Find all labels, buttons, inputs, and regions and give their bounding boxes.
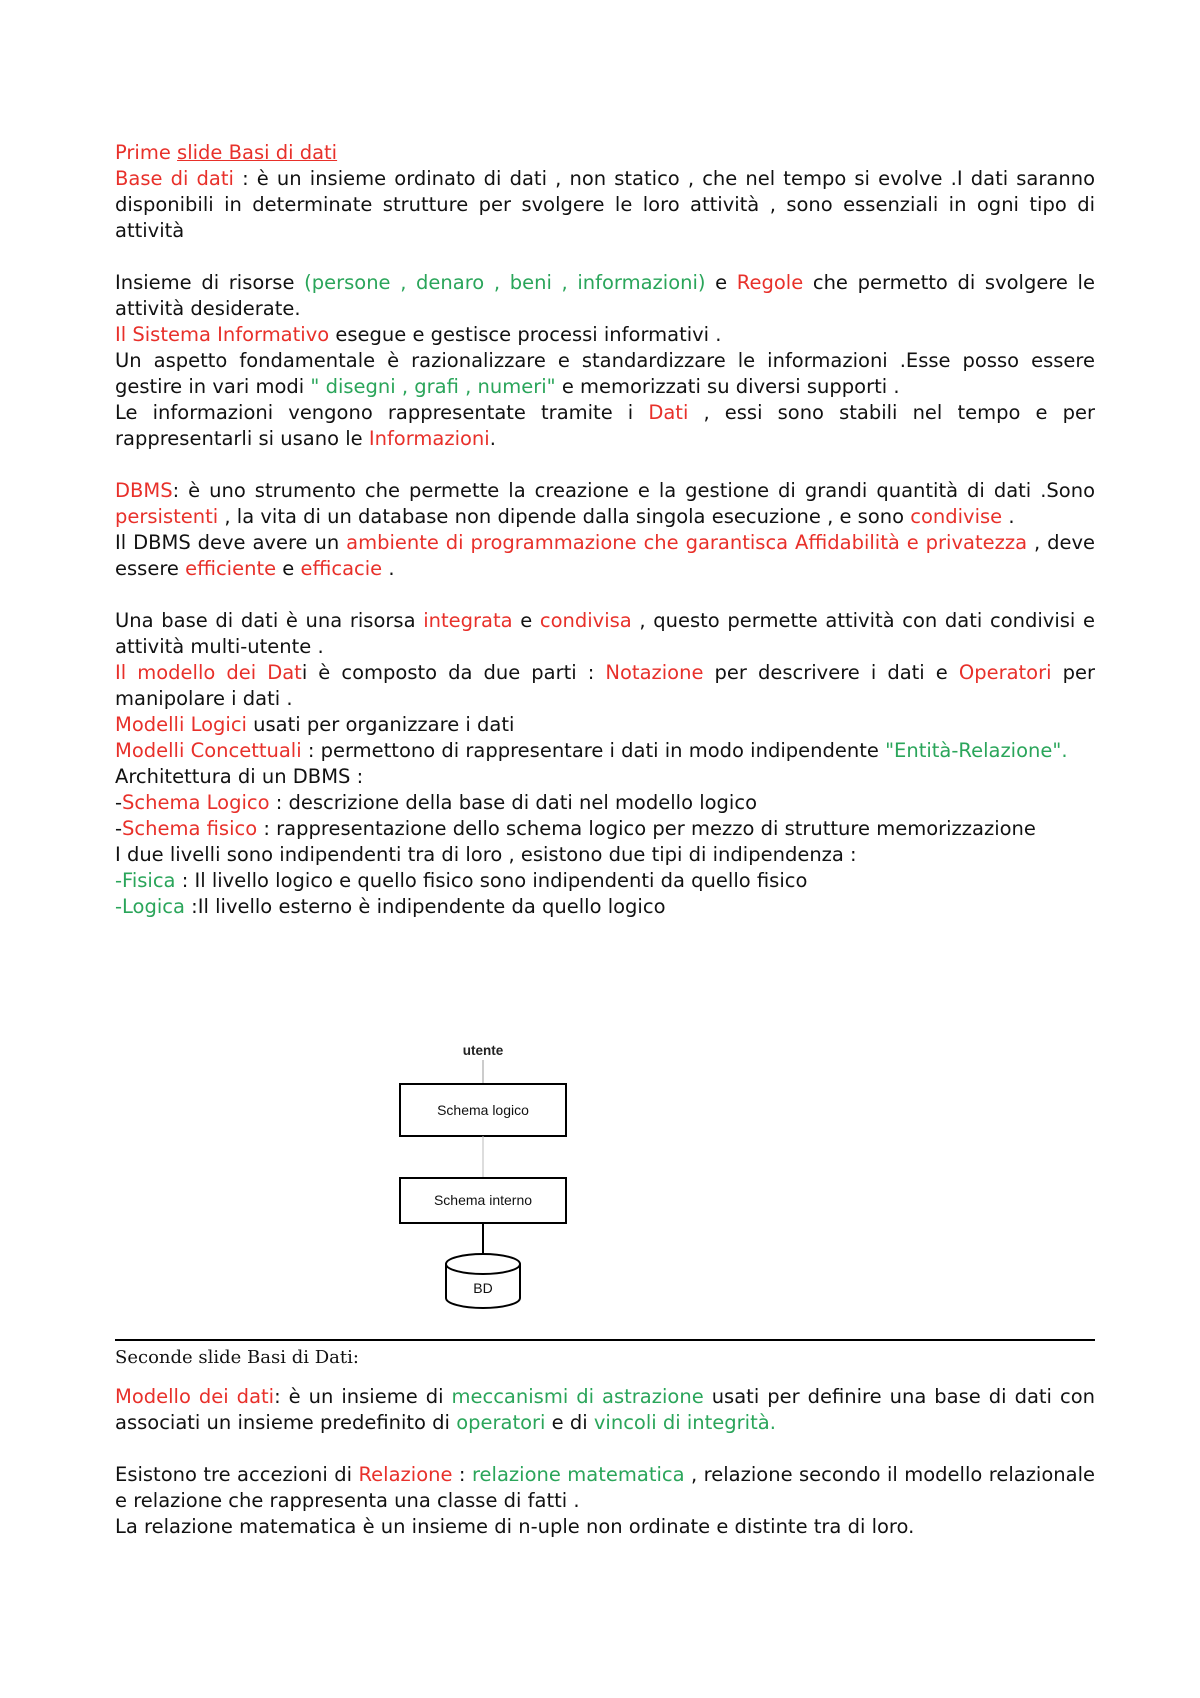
diagram-db-label: BD <box>473 1280 493 1296</box>
paragraph-risorse: Insieme di risorse (persone , denaro , beni , informazioni) e Regole che permetto di svolgere le attività desiderate. <box>115 271 1095 320</box>
svg-text:Schema interno: Schema interno <box>433 1192 533 1208</box>
paragraph-architettura: Architettura di un DBMS : <box>115 765 364 788</box>
paragraph-dbms-ambiente: Il DBMS deve avere un ambiente di programmazione che garantisca Affidabilità e privatezza , deve essere efficiente e efficacie . <box>115 531 1096 580</box>
svg-text:Schema logico: Schema logico <box>437 1102 529 1118</box>
paragraph-modello-dei-dati: Modello dei dati: è un insieme di meccanismi di astrazione usati per definire una base di dati con associati un insieme predefinito di operatori e di vincoli di integrità. <box>115 1385 1095 1434</box>
document-body-section2 <box>115 1384 1095 1540</box>
paragraph-livelli: I due livelli sono indipendenti tra di loro , esistono due tipi di indipendenza : <box>115 843 857 866</box>
paragraph-dbms: DBMS: è uno strumento che permette la creazione e la gestione di grandi quantità di dati .Sono persistenti , la vita di un database non dipende dalla singola esecuzione , e sono condivise . <box>115 479 1095 528</box>
paragraph-informazioni: Le informazioni vengono rappresentate tramite i Dati , essi sono stabili nel tempo e per rappresentarli si usano le Informazioni. <box>115 401 1095 450</box>
paragraph-relazione: Esistono tre accezioni di Relazione : relazione matematica , relazione secondo il modello relazionale e relazione che rappresenta una classe di fatti . <box>115 1463 1096 1512</box>
diagram-user-label: utente <box>462 1043 504 1058</box>
paragraph-schema-logico: -Schema Logico : descrizione della base di dati nel modello logico <box>115 791 757 814</box>
architecture-diagram <box>390 1040 590 1320</box>
paragraph-logica: -Logica :Il livello esterno è indipendente da quello logico <box>115 895 666 918</box>
paragraph-relazione-matematica: La relazione matematica è un insieme di n-uple non ordinate e distinte tra di loro. <box>115 1515 915 1538</box>
document-body <box>115 140 1095 920</box>
section-divider <box>115 1339 1095 1341</box>
page-title: Prime slide Basi di dati <box>115 141 338 164</box>
paragraph-modello-dati: Il modello dei Dati è composto da due parti : Notazione per descrivere i dati e Operatori per manipolare i dati . <box>115 661 1095 710</box>
paragraph-modelli-concettuali: Modelli Concettuali : permettono di rappresentare i dati in modo indipendente "Entità-Relazione". <box>115 739 1068 762</box>
paragraph-modelli-logici: Modelli Logici usati per organizzare i dati <box>115 713 515 736</box>
section2-heading: Seconde slide Basi di Dati: <box>115 1347 359 1368</box>
paragraph-schema-fisico: -Schema fisico : rappresentazione dello schema logico per mezzo di strutture memorizzazione <box>115 817 1036 840</box>
title-link[interactable]: slide Basi di dati <box>177 141 338 164</box>
paragraph-fisica: -Fisica : Il livello logico e quello fisico sono indipendenti da quello fisico <box>115 869 808 892</box>
paragraph-base-di-dati: Base di dati : è un insieme ordinato di dati , non statico , che nel tempo si evolve .I dati saranno disponibili in determinate strutture per svolgere le loro attività , sono essenziali in ogni tipo di attività <box>115 167 1095 242</box>
paragraph-sistema-informativo: Il Sistema Informativo esegue e gestisce processi informativi . <box>115 323 722 346</box>
paragraph-aspetto: Un aspetto fondamentale è razionalizzare e standardizzare le informazioni .Esse posso essere gestire in vari modi " disegni , grafi , numeri" e memorizzati su diversi supporti . <box>115 349 1095 398</box>
paragraph-risorsa-integrata: Una base di dati è una risorsa integrata e condivisa , questo permette attività con dati condivisi e attività multi-utente . <box>115 609 1095 658</box>
